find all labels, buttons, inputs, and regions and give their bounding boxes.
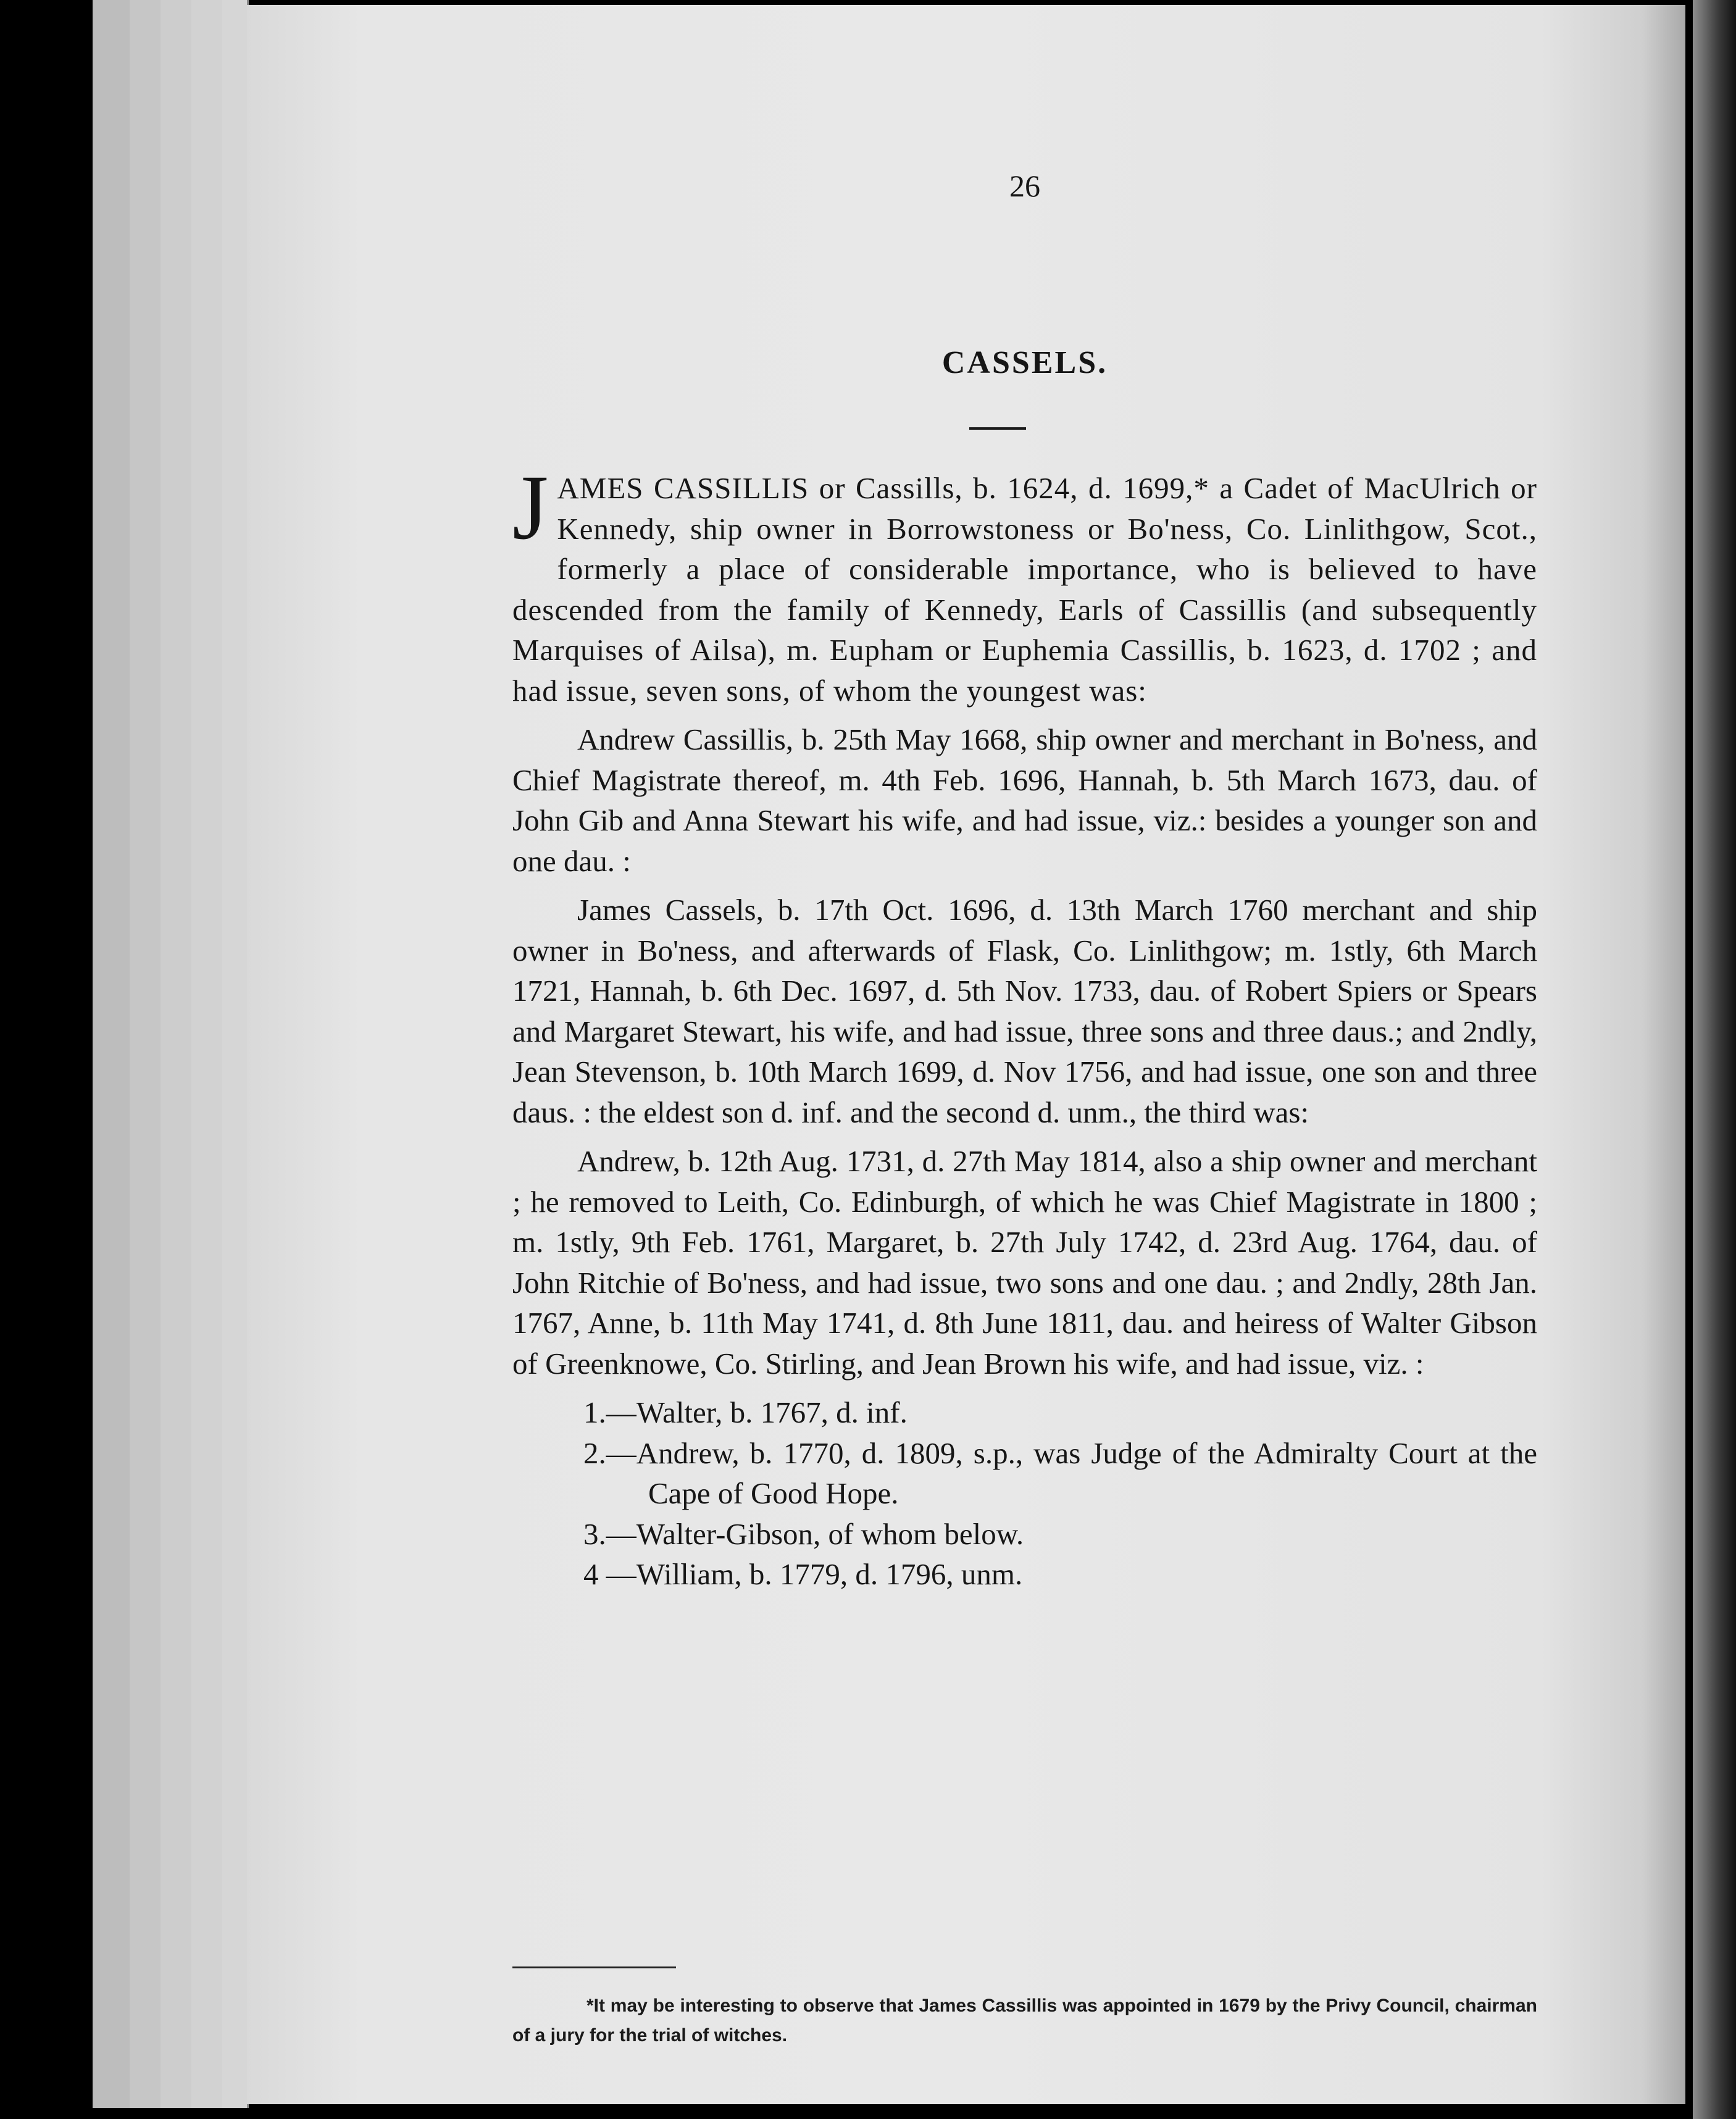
list-item: 2.—Andrew, b. 1770, d. 1809, s.p., was Judge of the Admiralty Court at the Cape of Good Hope.	[583, 1436, 1537, 1510]
page-edge	[93, 0, 131, 2108]
page-edge	[161, 0, 193, 2108]
drop-cap: J	[512, 456, 549, 559]
page-edge	[130, 0, 162, 2108]
page-edge	[222, 0, 249, 2108]
paragraph-2: Andrew Cassillis, b. 25th May 1668, ship owner and merchant in Bo'ness, and Chief Magistrate thereof, m. 4th Feb. 1696, Hannah, b. 5th March 1673, dau. of John Gib and Anna Stewart his wife, and had issue, viz.: besides a younger son and one dau. :	[512, 722, 1537, 878]
binding-shadow	[1693, 0, 1736, 2119]
page-edge	[191, 0, 224, 2108]
paragraph-1-text: AMES CASSILLIS or Cassills, b. 1624, d. 1699,* a Cadet of MacUlrich or Kennedy, ship owner in Borrowstoness or Bo'ness, Co. Linlithgow, Scot., formerly a place of considerable importance, who is believed to have descended from the family of Kennedy, Earls of Cassillis (and subsequently Marquises of Ailsa), m. Eupham or Euphemia Cassillis, b. 1623, d. 1702 ; and had issue, seven sons, of whom the youngest was:	[512, 471, 1537, 708]
footnote: *It may be interesting to observe that James Cassillis was appointed in 1679 by the Privy Council, chairman of a jury for the trial of witches.	[512, 1996, 1537, 2046]
title-rule	[969, 427, 1026, 430]
paragraph-3: James Cassels, b. 17th Oct. 1696, d. 13th March 1760 merchant and ship owner in Bo'ness, and afterwards of Flask, Co. Linlithgow; m. 1stly, 6th March 1721, Hannah, b. 6th Dec. 1697, d. 5th Nov. 1733, dau. of Robert Spiers or Spears and Margaret Stewart, his wife, and had issue, three sons and three daus.; and 2ndly, Jean Stevenson, b. 10th March 1699, d. Nov 1756, and had issue, one son and three daus. : the eldest son d. inf. and the second d. unm., the third was:	[512, 893, 1537, 1129]
paragraph-1	[512, 456, 1537, 711]
paragraph-4: Andrew, b. 12th Aug. 1731, d. 27th May 1814, also a ship owner and merchant ; he removed to Leith, Co. Edinburgh, of which he was Chief Magistrate in 1800 ; m. 1stly, 9th Feb. 1761, Margaret, b. 27th July 1742, d. 23rd Aug. 1764, dau. of John Ritchie of Bo'ness, and had issue, two sons and one dau. ; and 2ndly, 28th Jan. 1767, Anne, b. 11th May 1741, d. 8th June 1811, dau. and heiress of Walter Gibson of Greenknowe, Co. Stirling, and Jean Brown his wife, and had issue, viz. :	[512, 1144, 1537, 1381]
list-item: 4 —William, b. 1779, d. 1796, unm.	[583, 1557, 1023, 1591]
list-item: 3.—Walter-Gibson, of whom below.	[583, 1516, 1024, 1551]
footnote-rule	[512, 1966, 676, 1968]
page-title: CASSELS.	[941, 345, 1108, 380]
list-item: 1.—Walter, b. 1767, d. inf.	[583, 1395, 908, 1429]
issue-list	[512, 1392, 1537, 1595]
page-number: 26	[1009, 169, 1040, 203]
body-text	[512, 456, 1537, 1595]
